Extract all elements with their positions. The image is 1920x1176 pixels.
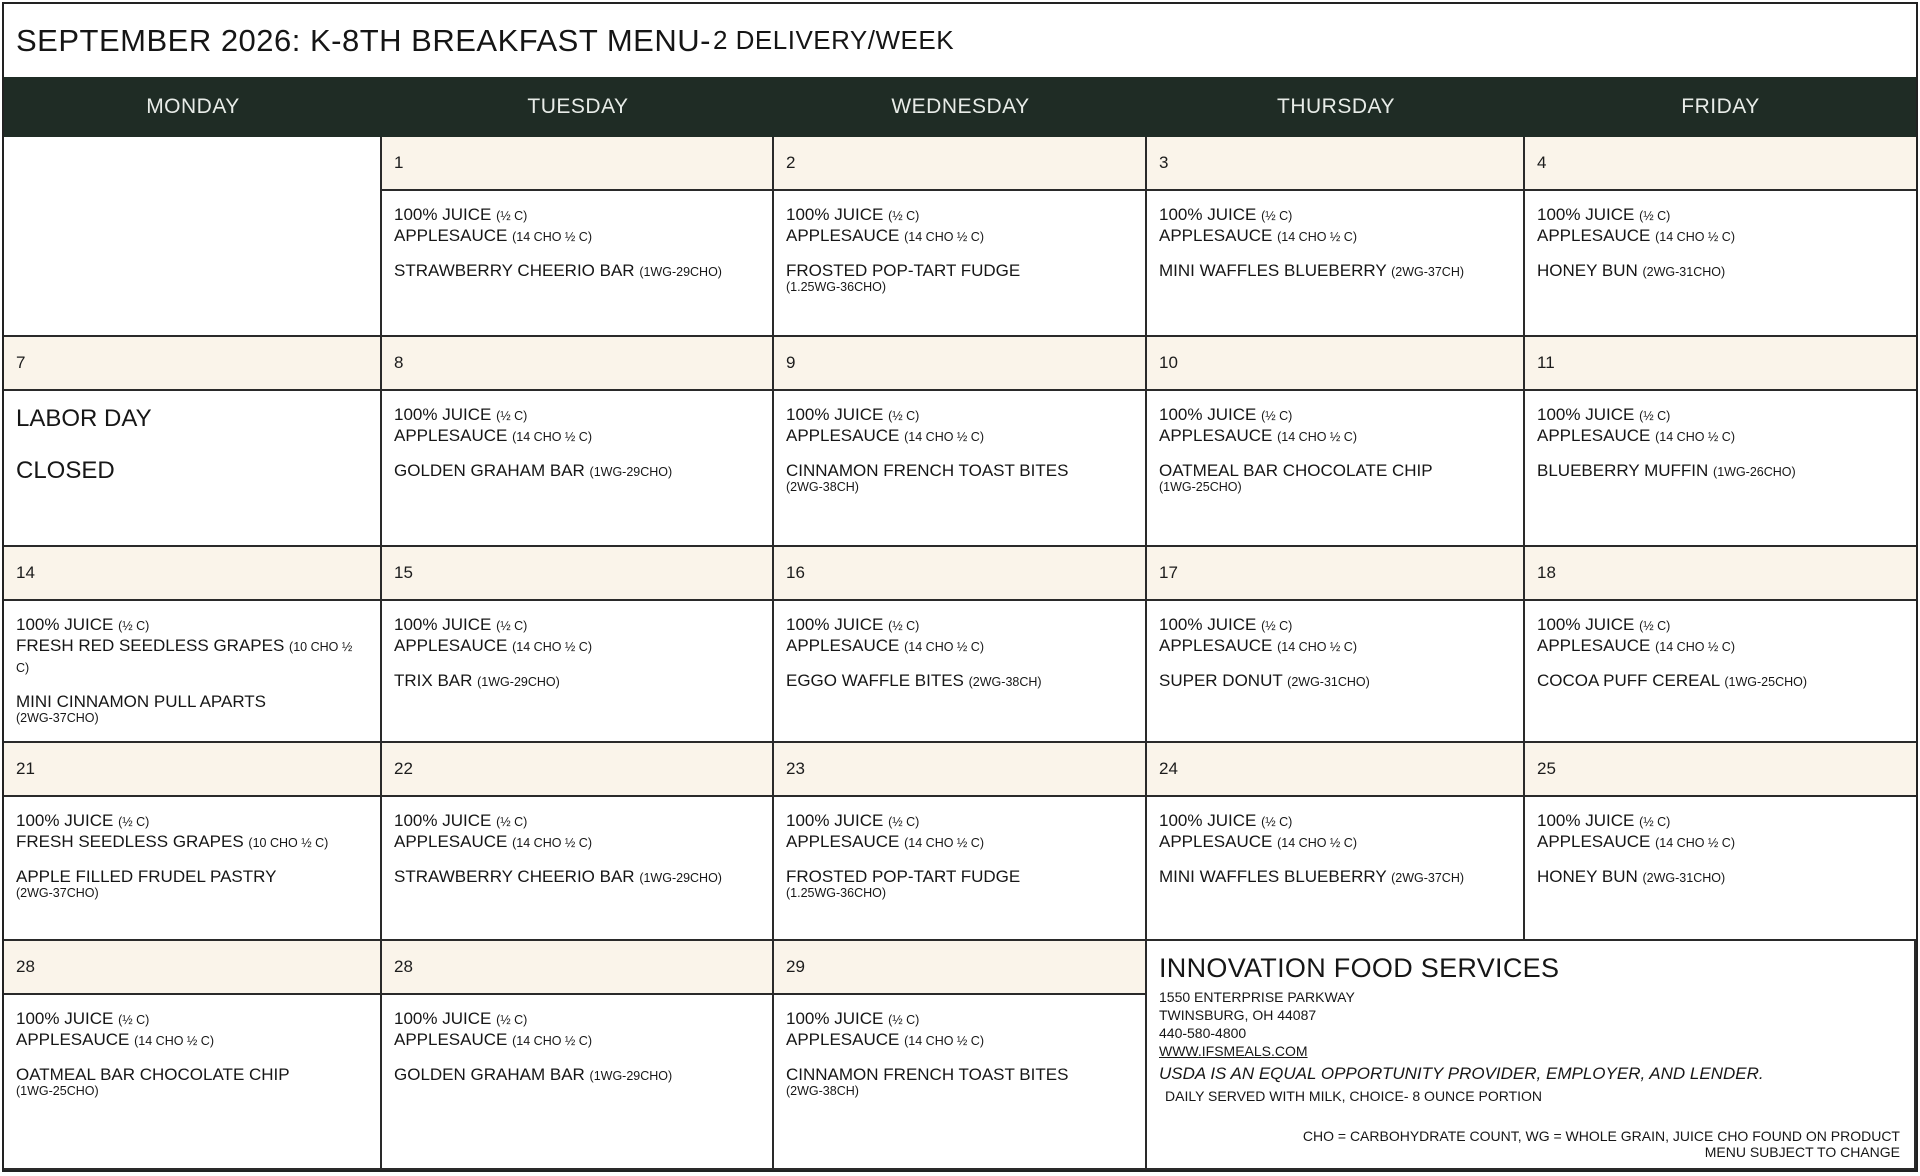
side-item bbox=[1537, 832, 1904, 853]
side-portion: (14 CHO ½ C) bbox=[512, 640, 593, 654]
entree-item bbox=[16, 867, 368, 900]
entree-name: BLUEBERRY MUFFIN bbox=[1537, 461, 1709, 480]
company-info bbox=[1147, 941, 1916, 1170]
date-number: 25 bbox=[1525, 743, 1916, 797]
day-cell bbox=[774, 547, 1147, 743]
entree-name: HONEY BUN bbox=[1537, 867, 1638, 886]
date-number: 7 bbox=[4, 337, 380, 391]
side-name: APPLESAUCE bbox=[394, 832, 508, 851]
date-number: 10 bbox=[1147, 337, 1523, 391]
date-number: 17 bbox=[1147, 547, 1523, 601]
juice-portion: (½ C) bbox=[1639, 409, 1671, 423]
date-number: 3 bbox=[1147, 137, 1523, 191]
side-item bbox=[394, 426, 760, 447]
side-portion: (14 CHO ½ C) bbox=[1655, 640, 1736, 654]
side-item bbox=[16, 832, 368, 853]
juice-portion: (½ C) bbox=[1639, 619, 1671, 633]
entree-nutrition: (2WG-31CHO) bbox=[1642, 265, 1726, 279]
juice-portion: (½ C) bbox=[118, 1013, 150, 1027]
date-number: 15 bbox=[382, 547, 772, 601]
weekday-wednesday: WEDNESDAY bbox=[891, 95, 1030, 118]
menu-items bbox=[382, 995, 772, 1086]
juice-item bbox=[394, 811, 760, 832]
entree-nutrition: (2WG-38CH) bbox=[786, 1084, 859, 1098]
menu-items bbox=[774, 995, 1145, 1098]
juice-name: 100% JUICE bbox=[786, 811, 884, 830]
side-item bbox=[786, 832, 1133, 853]
day-cell bbox=[1147, 337, 1525, 547]
side-item bbox=[394, 832, 760, 853]
entree-name: SUPER DONUT bbox=[1159, 671, 1283, 690]
juice-name: 100% JUICE bbox=[1537, 205, 1635, 224]
side-name: FRESH RED SEEDLESS GRAPES bbox=[16, 636, 285, 655]
juice-item bbox=[1537, 615, 1904, 636]
juice-portion: (½ C) bbox=[496, 815, 528, 829]
date-number: 21 bbox=[4, 743, 380, 797]
menu-items bbox=[1525, 797, 1916, 888]
side-portion: (14 CHO ½ C) bbox=[1655, 430, 1736, 444]
calendar-grid bbox=[4, 137, 1916, 1170]
side-portion: (14 CHO ½ C) bbox=[1277, 640, 1358, 654]
side-item bbox=[394, 636, 760, 657]
day-cell bbox=[1525, 547, 1916, 743]
date-number: 9 bbox=[774, 337, 1145, 391]
side-name: APPLESAUCE bbox=[1159, 226, 1273, 245]
date-number: 28 bbox=[382, 941, 772, 995]
entree-item bbox=[1537, 867, 1904, 888]
title-sub: 2 DELIVERY/WEEK bbox=[712, 25, 955, 55]
date-number: 11 bbox=[1525, 337, 1916, 391]
entree-item bbox=[1537, 261, 1904, 282]
side-portion: (14 CHO ½ C) bbox=[512, 836, 593, 850]
entree-item bbox=[1537, 671, 1904, 692]
entree-nutrition: (1WG-29CHO) bbox=[589, 465, 673, 479]
date-number: 28 bbox=[4, 941, 380, 995]
date-number: 24 bbox=[1147, 743, 1523, 797]
juice-portion: (½ C) bbox=[1261, 409, 1293, 423]
side-name: APPLESAUCE bbox=[786, 226, 900, 245]
usda-statement: USDA IS AN EQUAL OPPORTUNITY PROVIDER, EMPLOYER, AND LENDER. bbox=[1159, 1064, 1764, 1083]
juice-item bbox=[786, 405, 1133, 426]
juice-portion: (½ C) bbox=[1261, 209, 1293, 223]
weekday-header bbox=[4, 77, 1916, 137]
entree-name: CINNAMON FRENCH TOAST BITES bbox=[786, 1065, 1069, 1084]
menu-items bbox=[4, 797, 380, 900]
entree-name: EGGO WAFFLE BITES bbox=[786, 671, 964, 690]
side-portion: (14 CHO ½ C) bbox=[1277, 230, 1358, 244]
juice-name: 100% JUICE bbox=[1537, 615, 1635, 634]
title-main: SEPTEMBER 2026: K-8TH BREAKFAST MENU- bbox=[16, 22, 711, 58]
entree-nutrition: (2WG-37CH) bbox=[1391, 871, 1465, 885]
juice-name: 100% JUICE bbox=[394, 811, 492, 830]
juice-name: 100% JUICE bbox=[16, 1009, 114, 1028]
entree-name: HONEY BUN bbox=[1537, 261, 1638, 280]
entree-nutrition: (2WG-37CHO) bbox=[16, 711, 99, 725]
side-portion: (14 CHO ½ C) bbox=[904, 230, 985, 244]
entree-nutrition: (2WG-37CH) bbox=[1391, 265, 1465, 279]
side-item bbox=[16, 1030, 368, 1051]
entree-item bbox=[1159, 867, 1511, 888]
entree-nutrition: (1.25WG-36CHO) bbox=[786, 886, 887, 900]
juice-item bbox=[1159, 615, 1511, 636]
day-cell bbox=[1147, 137, 1525, 337]
menu-items bbox=[1147, 191, 1523, 282]
day-cell bbox=[774, 137, 1147, 337]
side-portion: (14 CHO ½ C) bbox=[512, 1034, 593, 1048]
entree-nutrition: (1WG-29CHO) bbox=[589, 1069, 673, 1083]
side-item bbox=[1159, 426, 1511, 447]
juice-portion: (½ C) bbox=[888, 409, 920, 423]
side-name: FRESH SEEDLESS GRAPES bbox=[16, 832, 244, 851]
juice-portion: (½ C) bbox=[888, 209, 920, 223]
side-item bbox=[1159, 636, 1511, 657]
juice-portion: (½ C) bbox=[118, 619, 150, 633]
date-number: 18 bbox=[1525, 547, 1916, 601]
menu-items bbox=[1147, 601, 1523, 692]
menu-change-note: MENU SUBJECT TO CHANGE bbox=[1704, 1144, 1900, 1160]
website-link[interactable]: WWW.IFSMEALS.COM bbox=[1159, 1043, 1308, 1059]
juice-name: 100% JUICE bbox=[1159, 205, 1257, 224]
entree-item bbox=[1159, 261, 1511, 282]
entree-item bbox=[394, 867, 760, 888]
day-cell bbox=[4, 941, 382, 1170]
entree-nutrition: (2WG-38CH) bbox=[968, 675, 1042, 689]
side-portion: (14 CHO ½ C) bbox=[512, 430, 593, 444]
side-name: APPLESAUCE bbox=[786, 1030, 900, 1049]
day-cell bbox=[4, 337, 382, 547]
juice-portion: (½ C) bbox=[1639, 209, 1671, 223]
menu-items bbox=[774, 391, 1145, 494]
phone-number: 440-580-4800 bbox=[1159, 1025, 1247, 1041]
entree-item bbox=[786, 1065, 1133, 1098]
day-cell bbox=[382, 337, 774, 547]
juice-portion: (½ C) bbox=[1261, 815, 1293, 829]
juice-name: 100% JUICE bbox=[394, 615, 492, 634]
date-number: 4 bbox=[1525, 137, 1916, 191]
weekday-friday: FRIDAY bbox=[1681, 95, 1760, 118]
side-portion: (14 CHO ½ C) bbox=[1277, 836, 1358, 850]
juice-name: 100% JUICE bbox=[1159, 405, 1257, 424]
entree-name: STRAWBERRY CHEERIO BAR bbox=[394, 261, 635, 280]
side-item bbox=[16, 636, 368, 678]
menu-items bbox=[774, 601, 1145, 692]
juice-item bbox=[394, 615, 760, 636]
entree-item bbox=[786, 867, 1133, 900]
weekday-tuesday: TUESDAY bbox=[527, 95, 629, 118]
date-number: 29 bbox=[774, 941, 1145, 995]
entree-nutrition: (1WG-29CHO) bbox=[639, 871, 722, 885]
day-cell bbox=[4, 547, 382, 743]
juice-item bbox=[394, 205, 760, 226]
entree-name: APPLE FILLED FRUDEL PASTRY bbox=[16, 867, 277, 886]
juice-item bbox=[16, 1009, 368, 1030]
side-portion: (10 CHO ½ C) bbox=[248, 836, 329, 850]
side-name: APPLESAUCE bbox=[1537, 832, 1651, 851]
date-number: 1 bbox=[382, 137, 772, 191]
entree-item bbox=[394, 261, 760, 282]
juice-item bbox=[786, 1009, 1133, 1030]
juice-item bbox=[394, 405, 760, 426]
weekday-thursday: THURSDAY bbox=[1277, 95, 1395, 118]
menu-items bbox=[1147, 797, 1523, 888]
entree-item bbox=[786, 261, 1133, 294]
menu-items bbox=[1525, 601, 1916, 692]
side-portion: (14 CHO ½ C) bbox=[1655, 836, 1736, 850]
side-portion: (10 CHO ½ C) bbox=[16, 640, 353, 675]
juice-name: 100% JUICE bbox=[1159, 811, 1257, 830]
menu-items bbox=[382, 391, 772, 482]
entree-name: OATMEAL BAR CHOCOLATE CHIP bbox=[1159, 461, 1433, 480]
day-cell bbox=[774, 743, 1147, 941]
entree-name: FROSTED POP-TART FUDGE bbox=[786, 261, 1021, 280]
side-name: APPLESAUCE bbox=[394, 1030, 508, 1049]
weekday-monday: MONDAY bbox=[146, 95, 240, 118]
day-cell bbox=[382, 941, 774, 1170]
juice-name: 100% JUICE bbox=[394, 1009, 492, 1028]
entree-name: MINI CINNAMON PULL APARTS bbox=[16, 692, 267, 711]
juice-name: 100% JUICE bbox=[1537, 811, 1635, 830]
side-name: APPLESAUCE bbox=[1159, 636, 1273, 655]
side-item bbox=[1537, 226, 1904, 247]
side-name: APPLESAUCE bbox=[786, 426, 900, 445]
juice-portion: (½ C) bbox=[888, 1013, 920, 1027]
juice-name: 100% JUICE bbox=[1159, 615, 1257, 634]
menu-items bbox=[382, 797, 772, 888]
juice-item bbox=[1159, 405, 1511, 426]
side-item bbox=[1537, 636, 1904, 657]
juice-name: 100% JUICE bbox=[786, 1009, 884, 1028]
juice-name: 100% JUICE bbox=[786, 205, 884, 224]
address-line-1: 1550 ENTERPRISE PARKWAY bbox=[1159, 989, 1355, 1005]
juice-item bbox=[1537, 205, 1904, 226]
entree-item bbox=[1159, 671, 1511, 692]
entree-item bbox=[786, 671, 1133, 692]
entree-item bbox=[394, 461, 760, 482]
entree-name: MINI WAFFLES BLUEBERRY bbox=[1159, 261, 1387, 280]
juice-item bbox=[1159, 205, 1511, 226]
address-line-2: TWINSBURG, OH 44087 bbox=[1159, 1007, 1317, 1023]
juice-name: 100% JUICE bbox=[1537, 405, 1635, 424]
holiday-label: LABOR DAY bbox=[16, 405, 152, 432]
side-name: APPLESAUCE bbox=[1537, 636, 1651, 655]
juice-item bbox=[16, 811, 368, 832]
menu-items bbox=[774, 797, 1145, 900]
entree-name: OATMEAL BAR CHOCOLATE CHIP bbox=[16, 1065, 290, 1084]
legend-abbreviations: CHO = CARBOHYDRATE COUNT, WG = WHOLE GRAIN, JUICE CHO FOUND ON PRODUCT bbox=[1302, 1128, 1900, 1144]
day-cell bbox=[4, 743, 382, 941]
side-name: APPLESAUCE bbox=[1537, 426, 1651, 445]
entree-nutrition: (2WG-38CH) bbox=[786, 480, 859, 494]
day-cell bbox=[774, 941, 1147, 1170]
side-name: APPLESAUCE bbox=[394, 226, 508, 245]
menu-items bbox=[382, 601, 772, 692]
company-name: INNOVATION FOOD SERVICES bbox=[1159, 953, 1560, 983]
entree-item bbox=[16, 1065, 368, 1098]
entree-name: TRIX BAR bbox=[394, 671, 473, 690]
side-name: APPLESAUCE bbox=[16, 1030, 130, 1049]
side-name: APPLESAUCE bbox=[394, 636, 508, 655]
entree-item bbox=[394, 1065, 760, 1086]
entree-name: COCOA PUFF CEREAL bbox=[1537, 671, 1720, 690]
menu-items bbox=[1525, 191, 1916, 282]
day-cell bbox=[1525, 137, 1916, 337]
menu-items bbox=[4, 391, 380, 485]
side-name: APPLESAUCE bbox=[786, 832, 900, 851]
juice-item bbox=[1159, 811, 1511, 832]
juice-item bbox=[394, 1009, 760, 1030]
side-item bbox=[1159, 832, 1511, 853]
juice-portion: (½ C) bbox=[496, 619, 528, 633]
juice-name: 100% JUICE bbox=[394, 205, 492, 224]
entree-nutrition: (1.25WG-36CHO) bbox=[786, 280, 887, 294]
side-name: APPLESAUCE bbox=[786, 636, 900, 655]
side-item bbox=[1537, 426, 1904, 447]
date-number: 2 bbox=[774, 137, 1145, 191]
menu-items bbox=[4, 995, 380, 1098]
juice-name: 100% JUICE bbox=[394, 405, 492, 424]
juice-portion: (½ C) bbox=[496, 1013, 528, 1027]
entree-nutrition: (1WG-25CHO) bbox=[1724, 675, 1808, 689]
holiday-label: CLOSED bbox=[16, 457, 115, 484]
side-item bbox=[786, 1030, 1133, 1051]
juice-portion: (½ C) bbox=[888, 619, 920, 633]
day-cell bbox=[382, 547, 774, 743]
date-number: 8 bbox=[382, 337, 772, 391]
juice-item bbox=[16, 615, 368, 636]
side-item bbox=[394, 1030, 760, 1051]
day-cell bbox=[1525, 743, 1916, 941]
side-name: APPLESAUCE bbox=[1537, 226, 1651, 245]
side-name: APPLESAUCE bbox=[1159, 426, 1273, 445]
empty-day-cell bbox=[4, 137, 382, 337]
side-portion: (14 CHO ½ C) bbox=[904, 836, 985, 850]
entree-item bbox=[786, 461, 1133, 494]
side-item bbox=[786, 636, 1133, 657]
menu-page bbox=[2, 2, 1918, 1172]
menu-items bbox=[382, 191, 772, 282]
entree-nutrition: (1WG-25CHO) bbox=[16, 1084, 99, 1098]
entree-item bbox=[16, 692, 368, 725]
entree-item bbox=[1537, 461, 1904, 482]
entree-name: STRAWBERRY CHEERIO BAR bbox=[394, 867, 635, 886]
side-item bbox=[786, 426, 1133, 447]
side-portion: (14 CHO ½ C) bbox=[512, 230, 593, 244]
juice-portion: (½ C) bbox=[118, 815, 150, 829]
entree-name: MINI WAFFLES BLUEBERRY bbox=[1159, 867, 1387, 886]
date-number: 22 bbox=[382, 743, 772, 797]
date-number: 16 bbox=[774, 547, 1145, 601]
menu-items bbox=[1147, 391, 1523, 494]
juice-portion: (½ C) bbox=[888, 815, 920, 829]
page-title bbox=[4, 4, 1916, 77]
day-cell bbox=[1147, 547, 1525, 743]
side-name: APPLESAUCE bbox=[1159, 832, 1273, 851]
entree-nutrition: (2WG-31CHO) bbox=[1642, 871, 1726, 885]
day-cell bbox=[1147, 743, 1525, 941]
juice-item bbox=[1537, 405, 1904, 426]
juice-name: 100% JUICE bbox=[786, 405, 884, 424]
entree-item bbox=[394, 671, 760, 692]
entree-name: FROSTED POP-TART FUDGE bbox=[786, 867, 1021, 886]
entree-nutrition: (1WG-26CHO) bbox=[1713, 465, 1796, 479]
entree-item bbox=[1159, 461, 1511, 494]
side-item bbox=[1159, 226, 1511, 247]
side-portion: (14 CHO ½ C) bbox=[904, 430, 985, 444]
juice-portion: (½ C) bbox=[1639, 815, 1671, 829]
date-number: 14 bbox=[4, 547, 380, 601]
juice-item bbox=[786, 811, 1133, 832]
side-portion: (14 CHO ½ C) bbox=[904, 640, 985, 654]
side-name: APPLESAUCE bbox=[394, 426, 508, 445]
company-address bbox=[1159, 988, 1914, 1060]
entree-name: GOLDEN GRAHAM BAR bbox=[394, 461, 585, 480]
day-cell bbox=[382, 137, 774, 337]
side-item bbox=[786, 226, 1133, 247]
legend-block bbox=[1303, 1128, 1900, 1160]
juice-portion: (½ C) bbox=[1261, 619, 1293, 633]
juice-name: 100% JUICE bbox=[16, 811, 114, 830]
juice-portion: (½ C) bbox=[496, 409, 528, 423]
day-cell bbox=[1525, 337, 1916, 547]
milk-note: DAILY SERVED WITH MILK, CHOICE- 8 OUNCE PORTION bbox=[1165, 1088, 1543, 1104]
juice-portion: (½ C) bbox=[496, 209, 528, 223]
side-portion: (14 CHO ½ C) bbox=[134, 1034, 215, 1048]
side-item bbox=[394, 226, 760, 247]
menu-items bbox=[4, 601, 380, 725]
juice-item bbox=[786, 615, 1133, 636]
entree-nutrition: (2WG-37CHO) bbox=[16, 886, 99, 900]
side-portion: (14 CHO ½ C) bbox=[1655, 230, 1736, 244]
side-portion: (14 CHO ½ C) bbox=[904, 1034, 985, 1048]
entree-name: GOLDEN GRAHAM BAR bbox=[394, 1065, 585, 1084]
entree-nutrition: (1WG-25CHO) bbox=[1159, 480, 1242, 494]
day-cell bbox=[382, 743, 774, 941]
entree-nutrition: (2WG-31CHO) bbox=[1287, 675, 1370, 689]
entree-nutrition: (1WG-29CHO) bbox=[639, 265, 722, 279]
side-portion: (14 CHO ½ C) bbox=[1277, 430, 1358, 444]
juice-item bbox=[786, 205, 1133, 226]
date-number: 23 bbox=[774, 743, 1145, 797]
juice-name: 100% JUICE bbox=[786, 615, 884, 634]
menu-items bbox=[1525, 391, 1916, 482]
entree-nutrition: (1WG-29CHO) bbox=[477, 675, 560, 689]
entree-name: CINNAMON FRENCH TOAST BITES bbox=[786, 461, 1069, 480]
juice-item bbox=[1537, 811, 1904, 832]
juice-name: 100% JUICE bbox=[16, 615, 114, 634]
menu-items bbox=[774, 191, 1145, 294]
day-cell bbox=[774, 337, 1147, 547]
